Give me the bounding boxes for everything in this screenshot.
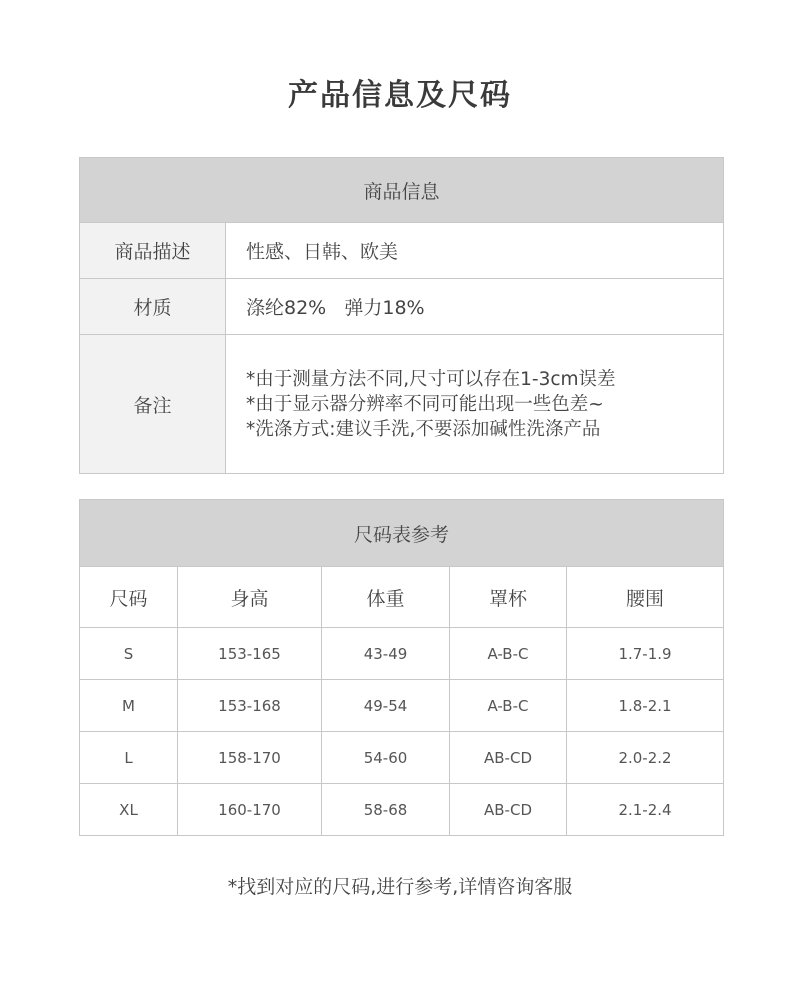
table-row [80, 335, 724, 474]
cell-height: 153-168 [178, 680, 322, 732]
size-chart-table [79, 499, 724, 836]
table-row [80, 680, 724, 732]
cell-waist: 1.7-1.9 [567, 628, 724, 680]
cell-size: M [80, 680, 178, 732]
column-header-waist: 腰围 [567, 567, 724, 628]
cell-size: S [80, 628, 178, 680]
cell-waist: 2.0-2.2 [567, 732, 724, 784]
table-row [80, 784, 724, 836]
column-header-height: 身高 [178, 567, 322, 628]
table-row [80, 732, 724, 784]
cell-height: 153-165 [178, 628, 322, 680]
column-header-size: 尺码 [80, 567, 178, 628]
cell-cup: A-B-C [450, 628, 567, 680]
table-row [80, 628, 724, 680]
column-header-cup: 罩杯 [450, 567, 567, 628]
footnote: *找到对应的尺码,进行参考,详情咨询客服 [227, 876, 573, 898]
cell-weight: 54-60 [322, 732, 450, 784]
notes-cell [226, 335, 724, 474]
note-display: *由于显示器分辨率不同可能出现一些色差~ [246, 393, 604, 415]
cell-weight: 43-49 [322, 628, 450, 680]
cell-waist: 2.1-2.4 [567, 784, 724, 836]
material-value: 涤纶82% 弹力18% [226, 279, 724, 335]
note-washing: *洗涤方式:建议手洗,不要添加碱性洗涤产品 [246, 418, 601, 440]
description-label: 商品描述 [80, 223, 226, 279]
cell-height: 160-170 [178, 784, 322, 836]
size-table-header: 尺码表参考 [80, 500, 724, 567]
cell-size: L [80, 732, 178, 784]
notes-label: 备注 [80, 335, 226, 474]
note-measurement: *由于测量方法不同,尺寸可以存在1-3cm误差 [246, 368, 616, 390]
info-table-header: 商品信息 [80, 158, 724, 223]
cell-cup: A-B-C [450, 680, 567, 732]
cell-size: XL [80, 784, 178, 836]
cell-cup: AB-CD [450, 784, 567, 836]
column-header-row [80, 567, 724, 628]
cell-weight: 58-68 [322, 784, 450, 836]
table-row [80, 223, 724, 279]
cell-cup: AB-CD [450, 732, 567, 784]
cell-height: 158-170 [178, 732, 322, 784]
material-label: 材质 [80, 279, 226, 335]
table-row [80, 279, 724, 335]
cell-waist: 1.8-2.1 [567, 680, 724, 732]
page-title: 产品信息及尺码 [288, 78, 512, 113]
cell-weight: 49-54 [322, 680, 450, 732]
description-value: 性感、日韩、欧美 [226, 223, 724, 279]
column-header-weight: 体重 [322, 567, 450, 628]
product-info-table [79, 157, 724, 474]
